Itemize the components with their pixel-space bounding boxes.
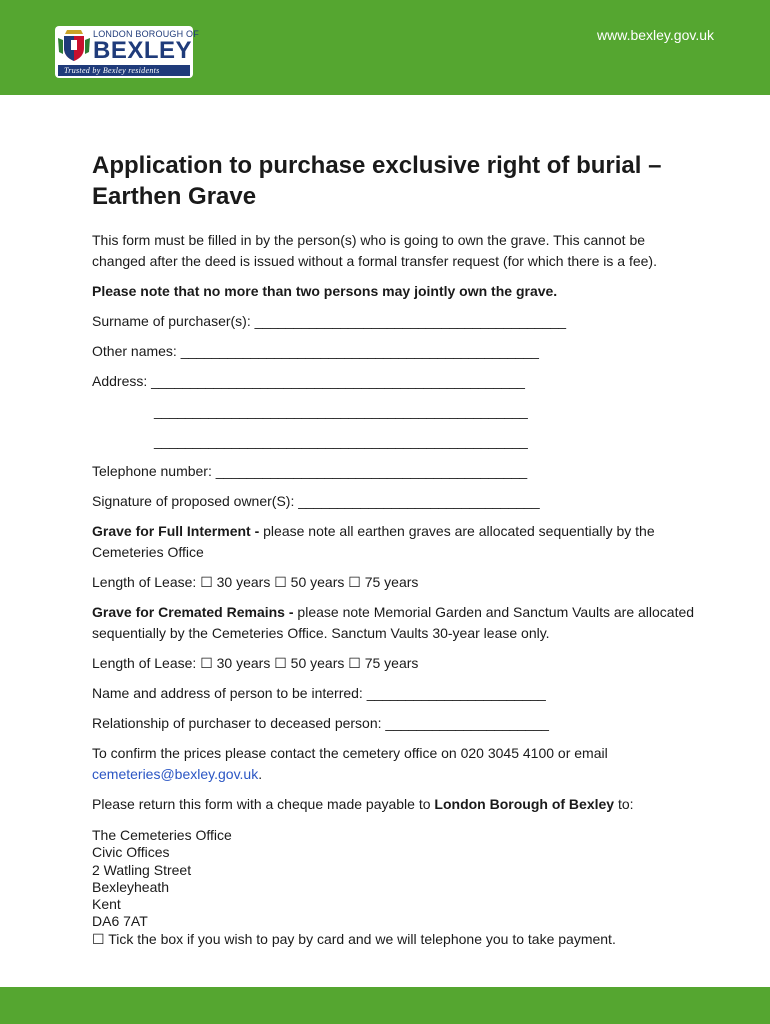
card-payment-option[interactable]: ☐ Tick the box if you wish to pay by card and we will telephone you to take payment. (92, 930, 616, 947)
address-line: Bexleyheath (92, 878, 170, 895)
surname-label: Surname of purchaser(s): (92, 313, 251, 329)
relationship-label: Relationship of purchaser to deceased person: (92, 715, 382, 731)
relationship-field[interactable] (92, 713, 702, 734)
cremated-lease-options[interactable]: Length of Lease: ☐ 30 years ☐ 50 years ☐ 75 years (92, 655, 419, 671)
full-interment-heading: Grave for Full Interment - (92, 523, 260, 539)
form-content (92, 150, 702, 948)
other-names-blank[interactable]: ______________________________________________ (180, 343, 539, 359)
address-label: Address: (92, 373, 148, 389)
address-field[interactable] (92, 371, 702, 392)
header-band (0, 0, 770, 95)
logo-strapline: Trusted by Bexley residents (58, 65, 190, 76)
bexley-logo[interactable] (55, 26, 199, 78)
telephone-label: Telephone number: (92, 463, 212, 479)
intro-text: This form must be filled in by the person(s) who is going to own the grave. This cannot be changed after the deed is issued without a formal transfer request (for which there is a fee). (92, 232, 657, 269)
footer-band (0, 987, 770, 1024)
ownership-note: Please note that no more than two persons may jointly own the grave. (92, 283, 558, 299)
telephone-blank[interactable]: ________________________________________ (215, 463, 528, 479)
interred-field[interactable] (92, 683, 702, 704)
address-line-2-blank[interactable]: ________________________________________________ (154, 403, 528, 419)
surname-field[interactable] (92, 311, 702, 332)
address-line: Civic Offices (92, 844, 170, 861)
other-names-field[interactable] (92, 341, 702, 362)
prices-sentence: To confirm the prices please contact the cemetery office on 020 3045 4100 or email (92, 745, 608, 761)
telephone-field[interactable] (92, 461, 702, 482)
address-line-3[interactable] (92, 431, 702, 452)
relationship-blank[interactable]: _____________________ (385, 715, 549, 731)
coat-of-arms-icon (58, 28, 90, 62)
cremated-text: please note Memorial Garden and Sanctum Vaults are allocated sequentially by the Cemeteries Office. Sanctum Vaults 30-year lease only. (92, 604, 695, 641)
interred-label: Name and address of person to be interred: (92, 685, 363, 701)
interred-blank[interactable]: _______________________ (366, 685, 546, 701)
cemeteries-email-link[interactable]: cemeteries@bexley.gov.uk (92, 766, 259, 782)
return-instructions (92, 794, 702, 815)
return-end: to: (614, 796, 634, 812)
logo-bexley-text: BEXLEY (93, 37, 193, 64)
signature-label: Signature of proposed owner(S): (92, 493, 295, 509)
full-interment-text: please note all earthen graves are allocated sequentially by the Cemeteries Office (92, 523, 655, 560)
full-interment-section (92, 521, 702, 563)
return-text: Please return this form with a cheque made payable to (92, 796, 435, 812)
prices-text (92, 743, 702, 785)
address-line-3-blank[interactable]: ________________________________________________ (154, 433, 528, 449)
full-interment-lease-options[interactable]: Length of Lease: ☐ 30 years ☐ 50 years ☐ 75 years (92, 574, 419, 590)
address-line: DA6 7AT (92, 913, 148, 930)
address-line: Kent (92, 896, 121, 913)
signature-blank[interactable]: _______________________________ (298, 493, 540, 509)
payee-name: London Borough of Bexley (434, 796, 615, 812)
address-line-2[interactable] (92, 401, 702, 422)
address-line: The Cemeteries Office (92, 827, 232, 843)
site-url-link[interactable]: www.bexley.gov.uk (597, 27, 714, 43)
address-blank[interactable]: ________________________________________________ (151, 373, 525, 389)
cremated-heading: Grave for Cremated Remains - (92, 604, 294, 620)
other-names-label: Other names: (92, 343, 177, 359)
postal-address (92, 827, 702, 948)
surname-blank[interactable]: ________________________________________ (254, 313, 567, 329)
prices-end: . (258, 766, 263, 782)
address-line: 2 Watling Street (92, 861, 192, 878)
cremated-section (92, 602, 702, 644)
page-title: Application to purchase exclusive right of burial – Earthen Grave (92, 152, 662, 210)
logo-borough-text: LONDON BOROUGH OF (93, 29, 199, 39)
signature-field[interactable] (92, 491, 702, 512)
